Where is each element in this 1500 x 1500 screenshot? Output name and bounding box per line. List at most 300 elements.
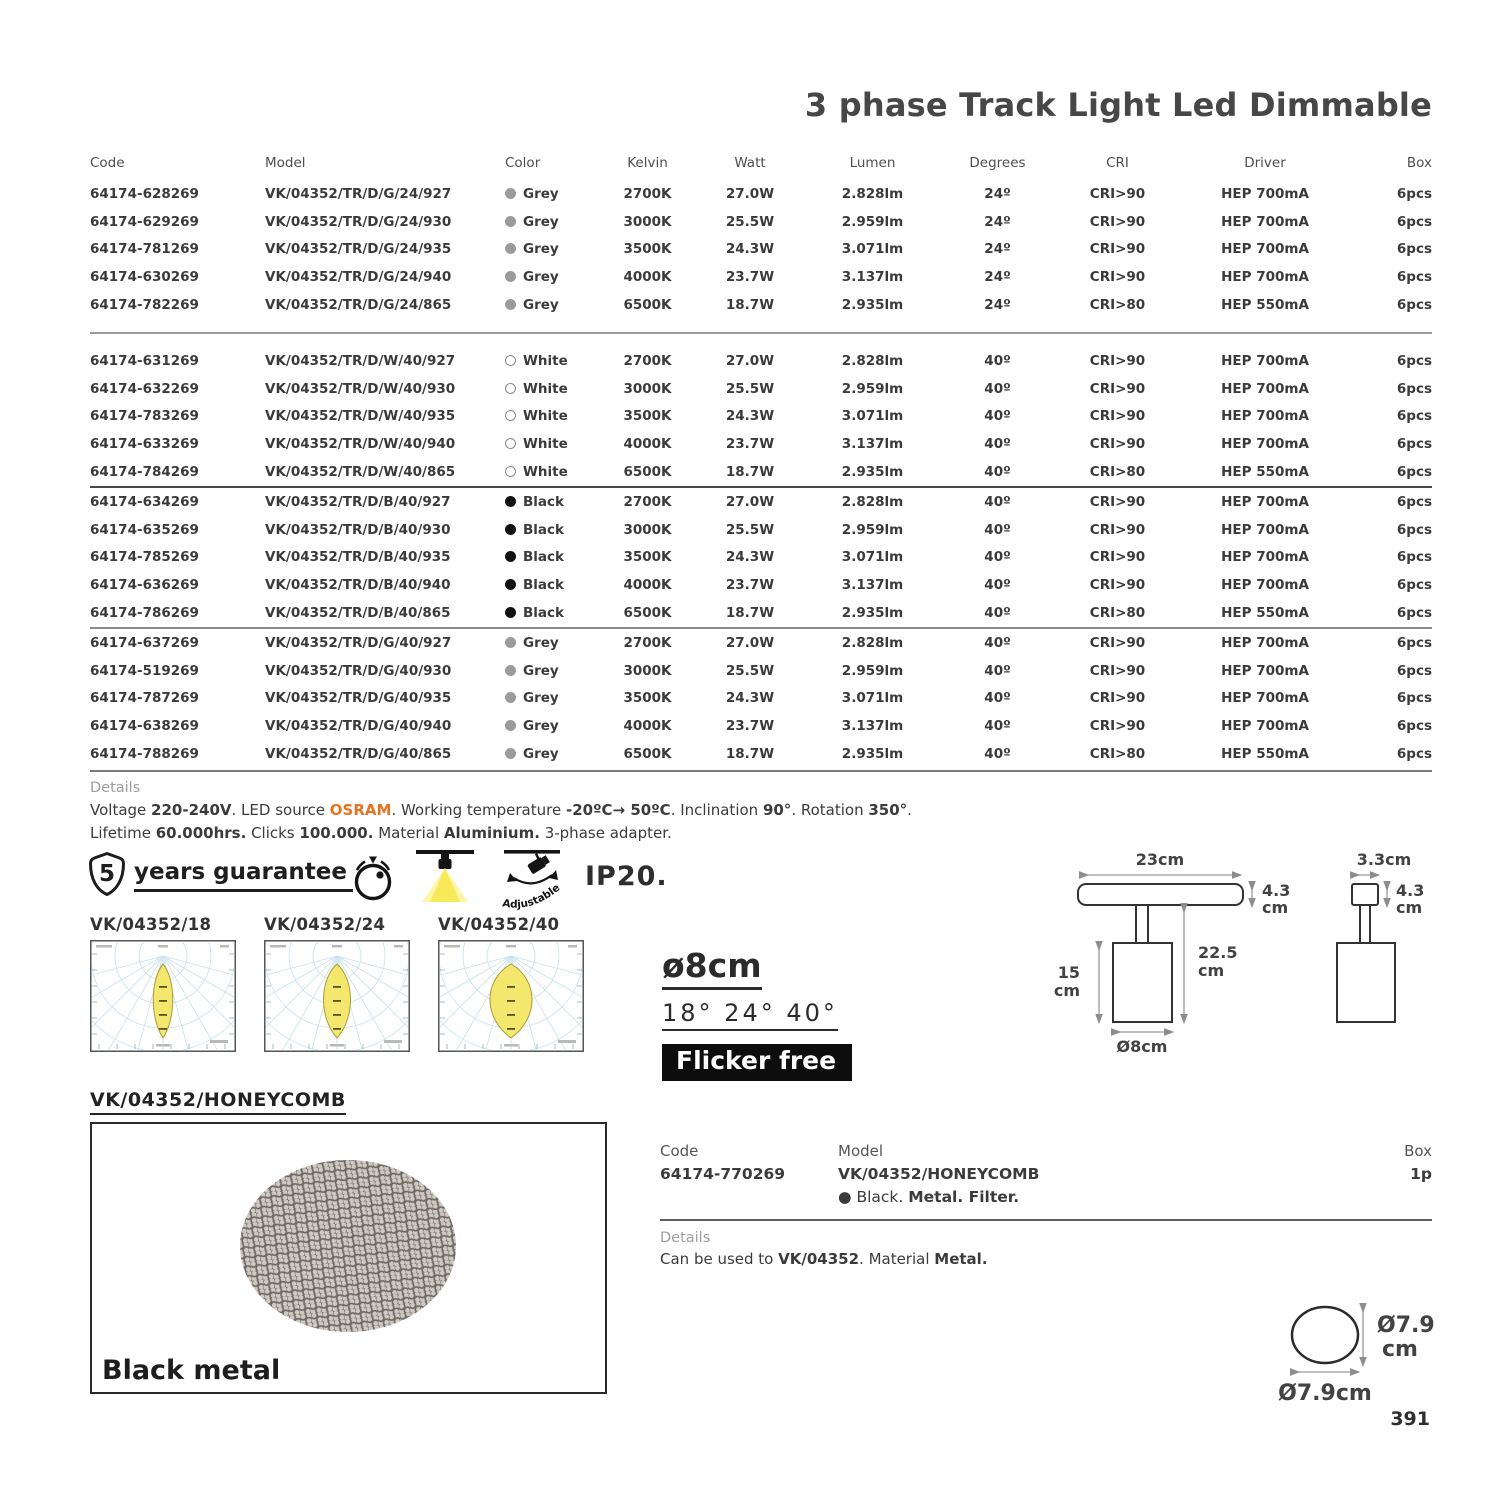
cell-code: 64174-788269 bbox=[90, 746, 199, 763]
cell-box: 6pcs bbox=[1396, 380, 1432, 397]
cell-code: 64174-632269 bbox=[90, 380, 199, 397]
honeycomb-box-qty: 1p bbox=[1410, 1165, 1432, 1183]
dim-track-width: 23cm bbox=[1135, 850, 1185, 869]
cell-cri: CRI>90 bbox=[1089, 241, 1146, 258]
cell-box: 6pcs bbox=[1396, 352, 1432, 369]
dim-body-diameter: Ø8cm bbox=[1116, 1037, 1168, 1056]
cell-box: 6pcs bbox=[1396, 577, 1432, 594]
cell-lumen: 3.137lm bbox=[841, 577, 904, 594]
cell-lumen: 2.959lm bbox=[841, 213, 904, 230]
color-dot-grey bbox=[505, 299, 516, 310]
table-row bbox=[90, 599, 1432, 627]
honeycomb-separator bbox=[660, 1219, 1432, 1221]
cell-code: 64174-781269 bbox=[90, 241, 199, 258]
col-header-lumen: Lumen bbox=[849, 155, 896, 171]
dim-adapter-height: 4.3 bbox=[1262, 881, 1291, 900]
cell-kelvin: 6500K bbox=[623, 605, 672, 622]
cell-color: White bbox=[505, 353, 600, 369]
beam-diameter: ø8cm bbox=[662, 946, 762, 990]
table-row bbox=[90, 430, 1432, 458]
cell-watt: 25.5W bbox=[725, 380, 775, 397]
cell-degrees: 40º bbox=[984, 352, 1011, 369]
cell-cri: CRI>90 bbox=[1089, 634, 1146, 651]
cell-model: VK/04352/TR/D/W/40/935 bbox=[265, 408, 456, 425]
cell-driver: HEP 550mA bbox=[1221, 605, 1309, 622]
cell-degrees: 40º bbox=[984, 380, 1011, 397]
cell-color: Grey bbox=[505, 269, 600, 285]
cell-cri: CRI>90 bbox=[1089, 577, 1146, 594]
cell-box: 6pcs bbox=[1396, 746, 1432, 763]
cell-code: 64174-629269 bbox=[90, 213, 199, 230]
cell-cri: CRI>80 bbox=[1089, 464, 1146, 481]
cell-degrees: 24º bbox=[984, 269, 1011, 286]
photometric-diagram-label: VK/04352/24 bbox=[264, 915, 386, 934]
col-header-degrees: Degrees bbox=[969, 155, 1026, 171]
ip-rating-label: IP20. bbox=[585, 861, 668, 892]
cell-cri: CRI>80 bbox=[1089, 605, 1146, 622]
cell-box: 6pcs bbox=[1396, 241, 1432, 258]
cell-lumen: 2.828lm bbox=[841, 352, 904, 369]
table-group-separator bbox=[90, 332, 1432, 334]
cell-cri: CRI>90 bbox=[1089, 213, 1146, 230]
cell-color: White bbox=[505, 381, 600, 397]
cell-driver: HEP 550mA bbox=[1221, 297, 1309, 314]
color-dot-grey bbox=[505, 271, 516, 282]
cell-degrees: 40º bbox=[984, 662, 1011, 679]
cell-kelvin: 4000K bbox=[623, 436, 672, 453]
cell-model: VK/04352/TR/D/G/24/935 bbox=[265, 241, 452, 258]
cell-code: 64174-634269 bbox=[90, 493, 199, 510]
cell-cri: CRI>90 bbox=[1089, 493, 1146, 510]
guarantee-years: 5 bbox=[98, 861, 116, 887]
cell-kelvin: 3000K bbox=[623, 521, 672, 538]
filter-circle-shape bbox=[1292, 1307, 1358, 1363]
cell-degrees: 40º bbox=[984, 436, 1011, 453]
cell-model: VK/04352/TR/D/G/24/940 bbox=[265, 269, 452, 286]
cell-model: VK/04352/TR/D/W/40/940 bbox=[265, 436, 456, 453]
dim-side-height-unit: cm bbox=[1396, 898, 1423, 917]
cell-lumen: 2.959lm bbox=[841, 662, 904, 679]
table-bottom-rule bbox=[90, 770, 1432, 772]
dimension-drawing bbox=[1040, 845, 1440, 1060]
table-row bbox=[90, 685, 1432, 713]
cell-box: 6pcs bbox=[1396, 269, 1432, 286]
color-dot-grey bbox=[505, 748, 516, 759]
cell-cri: CRI>90 bbox=[1089, 436, 1146, 453]
cell-kelvin: 6500K bbox=[623, 297, 672, 314]
cell-cri: CRI>90 bbox=[1089, 549, 1146, 566]
page-title: 3 phase Track Light Led Dimmable bbox=[804, 86, 1432, 124]
table-row bbox=[90, 740, 1432, 768]
cell-box: 6pcs bbox=[1396, 662, 1432, 679]
cell-driver: HEP 700mA bbox=[1221, 241, 1309, 258]
cell-box: 6pcs bbox=[1396, 408, 1432, 425]
details-line-1: Voltage 220-240V. LED source OSRAM. Working temperature -20ºC→ 50ºC. Inclination 90°. Rotation 350°. bbox=[90, 801, 912, 820]
cell-color: Grey bbox=[505, 241, 600, 257]
cell-watt: 18.7W bbox=[725, 464, 775, 481]
cell-cri: CRI>90 bbox=[1089, 408, 1146, 425]
filter-dim-side: Ø7.9 bbox=[1377, 1313, 1435, 1338]
cell-kelvin: 2700K bbox=[623, 352, 672, 369]
cell-kelvin: 3000K bbox=[623, 213, 672, 230]
cell-color: Grey bbox=[505, 297, 600, 313]
cell-model: VK/04352/TR/D/G/24/930 bbox=[265, 213, 452, 230]
cell-driver: HEP 700mA bbox=[1221, 352, 1309, 369]
cell-color: Black bbox=[505, 549, 600, 565]
cell-model: VK/04352/TR/D/W/40/865 bbox=[265, 464, 456, 481]
color-dot-grey bbox=[505, 216, 516, 227]
cell-lumen: 2.828lm bbox=[841, 634, 904, 651]
cell-lumen: 2.935lm bbox=[841, 746, 904, 763]
cell-code: 64174-782269 bbox=[90, 297, 199, 314]
cell-box: 6pcs bbox=[1396, 634, 1432, 651]
table-row bbox=[90, 657, 1432, 685]
cell-watt: 23.7W bbox=[725, 718, 775, 735]
cell-color: Grey bbox=[505, 186, 600, 202]
color-dot-white bbox=[505, 383, 516, 394]
cell-lumen: 3.137lm bbox=[841, 718, 904, 735]
cell-watt: 24.3W bbox=[725, 690, 775, 707]
cell-color: White bbox=[505, 436, 600, 452]
honeycomb-model-label: Model bbox=[838, 1142, 884, 1160]
cell-model: VK/04352/TR/D/G/40/935 bbox=[265, 690, 452, 707]
col-header-color: Color bbox=[505, 155, 541, 171]
guarantee-shield-icon bbox=[88, 851, 126, 897]
cell-degrees: 24º bbox=[984, 241, 1011, 258]
cell-lumen: 3.137lm bbox=[841, 436, 904, 453]
dim-adapter-height-unit: cm bbox=[1262, 898, 1289, 917]
color-dot-white bbox=[505, 466, 516, 477]
cell-color: Grey bbox=[505, 663, 600, 679]
honeycomb-code-label: Code bbox=[660, 1142, 699, 1160]
cell-driver: HEP 550mA bbox=[1221, 464, 1309, 481]
cell-degrees: 40º bbox=[984, 577, 1011, 594]
color-dot-grey bbox=[505, 243, 516, 254]
cell-code: 64174-786269 bbox=[90, 605, 199, 622]
cell-box: 6pcs bbox=[1396, 464, 1432, 481]
filter-dim-bottom: Ø7.9cm bbox=[1278, 1381, 1372, 1406]
cell-driver: HEP 700mA bbox=[1221, 185, 1309, 202]
cell-lumen: 2.828lm bbox=[841, 493, 904, 510]
cell-code: 64174-628269 bbox=[90, 185, 199, 202]
cell-lumen: 3.137lm bbox=[841, 269, 904, 286]
cell-kelvin: 2700K bbox=[623, 634, 672, 651]
dim-body-height-unit: cm bbox=[1053, 981, 1080, 1000]
cell-model: VK/04352/TR/D/G/40/865 bbox=[265, 746, 452, 763]
cell-cri: CRI>80 bbox=[1089, 746, 1146, 763]
cell-watt: 18.7W bbox=[725, 746, 775, 763]
cell-kelvin: 4000K bbox=[623, 718, 672, 735]
adjustable-label: Adjustable bbox=[501, 881, 563, 911]
color-dot-grey bbox=[505, 665, 516, 676]
beam-info bbox=[662, 946, 922, 1081]
photometric-diagram bbox=[438, 915, 584, 1056]
col-header-box: Box bbox=[1406, 155, 1432, 171]
cell-kelvin: 3500K bbox=[623, 408, 672, 425]
cell-kelvin: 6500K bbox=[623, 464, 672, 481]
color-dot-grey bbox=[505, 692, 516, 703]
dim-total-height-unit: cm bbox=[1198, 961, 1225, 980]
honeycomb-info bbox=[660, 1142, 1432, 1268]
cell-color: Black bbox=[505, 494, 600, 510]
cell-watt: 27.0W bbox=[725, 493, 775, 510]
cell-model: VK/04352/TR/D/W/40/927 bbox=[265, 352, 456, 369]
photometric-diagram bbox=[90, 915, 236, 1056]
cell-cri: CRI>80 bbox=[1089, 297, 1146, 314]
col-header-watt: Watt bbox=[734, 155, 766, 171]
feature-badges-row bbox=[88, 846, 728, 916]
cell-model: VK/04352/TR/D/G/24/927 bbox=[265, 185, 452, 202]
cell-watt: 24.3W bbox=[725, 408, 775, 425]
cell-lumen: 3.071lm bbox=[841, 408, 904, 425]
color-dot-black bbox=[505, 496, 516, 507]
rotation-dial-icon bbox=[350, 854, 396, 902]
cell-code: 64174-638269 bbox=[90, 718, 199, 735]
cell-color: White bbox=[505, 464, 600, 480]
honeycomb-model: VK/04352/HONEYCOMB bbox=[838, 1165, 1040, 1183]
cell-model: VK/04352/TR/D/B/40/930 bbox=[265, 521, 451, 538]
dim-total-height: 22.5 bbox=[1198, 943, 1238, 962]
cell-color: Grey bbox=[505, 214, 600, 230]
table-row bbox=[90, 236, 1432, 264]
cell-color: Black bbox=[505, 605, 600, 621]
col-header-cri: CRI bbox=[1106, 155, 1129, 171]
details-line-2: Lifetime 60.000hrs. Clicks 100.000. Material Aluminium. 3-phase adapter. bbox=[90, 823, 672, 842]
cell-box: 6pcs bbox=[1396, 718, 1432, 735]
honeycomb-image-box bbox=[90, 1122, 607, 1394]
col-header-kelvin: Kelvin bbox=[627, 155, 668, 171]
table-row bbox=[90, 712, 1432, 740]
cell-color: Grey bbox=[505, 635, 600, 651]
cell-driver: HEP 700mA bbox=[1221, 521, 1309, 538]
cell-color: Grey bbox=[505, 718, 600, 734]
color-dot-black bbox=[505, 551, 516, 562]
cell-box: 6pcs bbox=[1396, 521, 1432, 538]
cell-watt: 18.7W bbox=[725, 605, 775, 622]
table-row bbox=[90, 458, 1432, 486]
cell-color: Grey bbox=[505, 690, 600, 706]
cell-color: Grey bbox=[505, 746, 600, 762]
cell-model: VK/04352/TR/D/B/40/940 bbox=[265, 577, 451, 594]
cell-cri: CRI>90 bbox=[1089, 269, 1146, 286]
col-header-code: Code bbox=[90, 155, 125, 171]
cell-watt: 27.0W bbox=[725, 185, 775, 202]
cell-kelvin: 6500K bbox=[623, 746, 672, 763]
table-row bbox=[90, 347, 1432, 375]
honeycomb-code: 64174-770269 bbox=[660, 1165, 786, 1183]
honeycomb-details-label: Details bbox=[660, 1230, 711, 1246]
table-row bbox=[90, 291, 1432, 319]
cell-color: Black bbox=[505, 577, 600, 593]
color-dot-white bbox=[505, 410, 516, 421]
page-number: 391 bbox=[1390, 1408, 1430, 1430]
cell-driver: HEP 700mA bbox=[1221, 269, 1309, 286]
cell-box: 6pcs bbox=[1396, 297, 1432, 314]
cell-watt: 23.7W bbox=[725, 577, 775, 594]
cell-watt: 27.0W bbox=[725, 352, 775, 369]
cell-driver: HEP 700mA bbox=[1221, 436, 1309, 453]
color-dot-grey bbox=[505, 720, 516, 731]
cell-model: VK/04352/TR/D/G/40/940 bbox=[265, 718, 452, 735]
cell-degrees: 40º bbox=[984, 605, 1011, 622]
cell-lumen: 2.828lm bbox=[841, 185, 904, 202]
cell-driver: HEP 700mA bbox=[1221, 662, 1309, 679]
cell-box: 6pcs bbox=[1396, 436, 1432, 453]
honeycomb-filter-image bbox=[92, 1124, 604, 1384]
dim-side-width: 3.3cm bbox=[1356, 850, 1412, 869]
table-row bbox=[90, 516, 1432, 544]
table-row bbox=[90, 375, 1432, 403]
table-row bbox=[90, 263, 1432, 291]
cell-box: 6pcs bbox=[1396, 213, 1432, 230]
cell-degrees: 40º bbox=[984, 408, 1011, 425]
cell-color: White bbox=[505, 408, 600, 424]
cell-kelvin: 2700K bbox=[623, 185, 672, 202]
cell-driver: HEP 700mA bbox=[1221, 408, 1309, 425]
table-row bbox=[90, 488, 1432, 516]
cell-kelvin: 3500K bbox=[623, 690, 672, 707]
color-dot-white bbox=[505, 355, 516, 366]
cell-cri: CRI>90 bbox=[1089, 185, 1146, 202]
cell-degrees: 40º bbox=[984, 634, 1011, 651]
cell-lumen: 2.935lm bbox=[841, 464, 904, 481]
cell-kelvin: 3000K bbox=[623, 380, 672, 397]
cell-degrees: 24º bbox=[984, 213, 1011, 230]
table-row bbox=[90, 403, 1432, 431]
cell-driver: HEP 700mA bbox=[1221, 634, 1309, 651]
cell-watt: 24.3W bbox=[725, 549, 775, 566]
cell-cri: CRI>90 bbox=[1089, 352, 1146, 369]
cell-model: VK/04352/TR/D/G/40/930 bbox=[265, 662, 452, 679]
cell-box: 6pcs bbox=[1396, 605, 1432, 622]
cell-box: 6pcs bbox=[1396, 549, 1432, 566]
cell-code: 64174-630269 bbox=[90, 269, 199, 286]
color-dot-black bbox=[505, 607, 516, 618]
cell-lumen: 3.071lm bbox=[841, 241, 904, 258]
cell-kelvin: 3000K bbox=[623, 662, 672, 679]
cell-watt: 25.5W bbox=[725, 213, 775, 230]
photometry-row bbox=[90, 915, 612, 1056]
cell-model: VK/04352/TR/D/G/24/865 bbox=[265, 297, 452, 314]
track-light-beam-icon bbox=[416, 848, 474, 904]
color-dot-black bbox=[505, 579, 516, 590]
cell-lumen: 2.935lm bbox=[841, 605, 904, 622]
cell-watt: 23.7W bbox=[725, 269, 775, 286]
cell-degrees: 40º bbox=[984, 746, 1011, 763]
cell-watt: 25.5W bbox=[725, 662, 775, 679]
adjustable-icon bbox=[496, 848, 568, 912]
cell-degrees: 40º bbox=[984, 521, 1011, 538]
details-label: Details bbox=[90, 780, 141, 796]
cell-driver: HEP 700mA bbox=[1221, 380, 1309, 397]
cell-lumen: 2.959lm bbox=[841, 380, 904, 397]
cell-watt: 24.3W bbox=[725, 241, 775, 258]
color-dot-white bbox=[505, 438, 516, 449]
body-shape bbox=[1113, 943, 1172, 1022]
cell-watt: 18.7W bbox=[725, 297, 775, 314]
side-adapter-shape bbox=[1352, 884, 1378, 905]
col-header-driver: Driver bbox=[1244, 155, 1286, 171]
cell-driver: HEP 700mA bbox=[1221, 549, 1309, 566]
cell-model: VK/04352/TR/D/B/40/927 bbox=[265, 493, 451, 510]
cell-driver: HEP 700mA bbox=[1221, 577, 1309, 594]
honeycomb-box-label: Box bbox=[1404, 1142, 1432, 1160]
cell-driver: HEP 550mA bbox=[1221, 746, 1309, 763]
cell-box: 6pcs bbox=[1396, 690, 1432, 707]
cell-code: 64174-637269 bbox=[90, 634, 199, 651]
color-dot-black bbox=[505, 524, 516, 535]
cell-kelvin: 2700K bbox=[623, 493, 672, 510]
cell-box: 6pcs bbox=[1396, 185, 1432, 202]
honeycomb-caption: Black metal bbox=[102, 1355, 281, 1386]
table-row bbox=[90, 629, 1432, 657]
dim-side-height: 4.3 bbox=[1396, 881, 1425, 900]
table-row bbox=[90, 208, 1432, 236]
details-section bbox=[90, 777, 1432, 846]
cell-cri: CRI>90 bbox=[1089, 690, 1146, 707]
guarantee-label: years guarantee bbox=[134, 859, 353, 892]
cell-driver: HEP 700mA bbox=[1221, 493, 1309, 510]
cell-cri: CRI>90 bbox=[1089, 718, 1146, 735]
photometric-diagram-label: VK/04352/18 bbox=[90, 915, 212, 934]
cell-model: VK/04352/TR/D/B/40/935 bbox=[265, 549, 451, 566]
filter-dimension-drawing bbox=[1270, 1290, 1460, 1425]
cell-degrees: 40º bbox=[984, 718, 1011, 735]
honeycomb-details-line: Can be used to VK/04352. Material Metal. bbox=[660, 1250, 988, 1268]
col-header-model: Model bbox=[265, 155, 306, 171]
cell-watt: 25.5W bbox=[725, 521, 775, 538]
honeycomb-finish: ● Black. Metal. Filter. bbox=[838, 1188, 1020, 1206]
track-adapter-shape bbox=[1078, 884, 1243, 905]
cell-driver: HEP 700mA bbox=[1221, 213, 1309, 230]
side-stem-shape bbox=[1360, 905, 1370, 943]
cell-kelvin: 4000K bbox=[623, 577, 672, 594]
cell-kelvin: 4000K bbox=[623, 269, 672, 286]
cell-lumen: 3.071lm bbox=[841, 549, 904, 566]
cell-code: 64174-636269 bbox=[90, 577, 199, 594]
cell-kelvin: 3500K bbox=[623, 241, 672, 258]
cell-model: VK/04352/TR/D/B/40/865 bbox=[265, 605, 451, 622]
table-row bbox=[90, 180, 1432, 208]
color-dot-grey bbox=[505, 188, 516, 199]
cell-driver: HEP 700mA bbox=[1221, 718, 1309, 735]
table-header bbox=[90, 146, 1432, 180]
svg-text:Adjustable bbox=[501, 882, 562, 911]
cell-degrees: 40º bbox=[984, 493, 1011, 510]
cell-model: VK/04352/TR/D/G/40/927 bbox=[265, 634, 452, 651]
cell-cri: CRI>90 bbox=[1089, 521, 1146, 538]
color-dot-grey bbox=[505, 637, 516, 648]
cell-degrees: 40º bbox=[984, 549, 1011, 566]
cell-code: 64174-784269 bbox=[90, 464, 199, 481]
cell-code: 64174-783269 bbox=[90, 408, 199, 425]
cell-cri: CRI>90 bbox=[1089, 662, 1146, 679]
cell-model: VK/04352/TR/D/W/40/930 bbox=[265, 380, 456, 397]
cell-cri: CRI>90 bbox=[1089, 380, 1146, 397]
beam-angles: 18° 24° 40° bbox=[662, 999, 838, 1031]
cell-degrees: 40º bbox=[984, 464, 1011, 481]
cell-box: 6pcs bbox=[1396, 493, 1432, 510]
photometric-diagram bbox=[264, 915, 410, 1056]
stem-shape bbox=[1136, 905, 1148, 943]
cell-code: 64174-787269 bbox=[90, 690, 199, 707]
cell-code: 64174-633269 bbox=[90, 436, 199, 453]
cell-lumen: 2.959lm bbox=[841, 521, 904, 538]
dim-body-height: 15 bbox=[1057, 963, 1080, 982]
cell-color: Black bbox=[505, 522, 600, 538]
side-body-shape bbox=[1337, 943, 1395, 1022]
cell-degrees: 40º bbox=[984, 690, 1011, 707]
